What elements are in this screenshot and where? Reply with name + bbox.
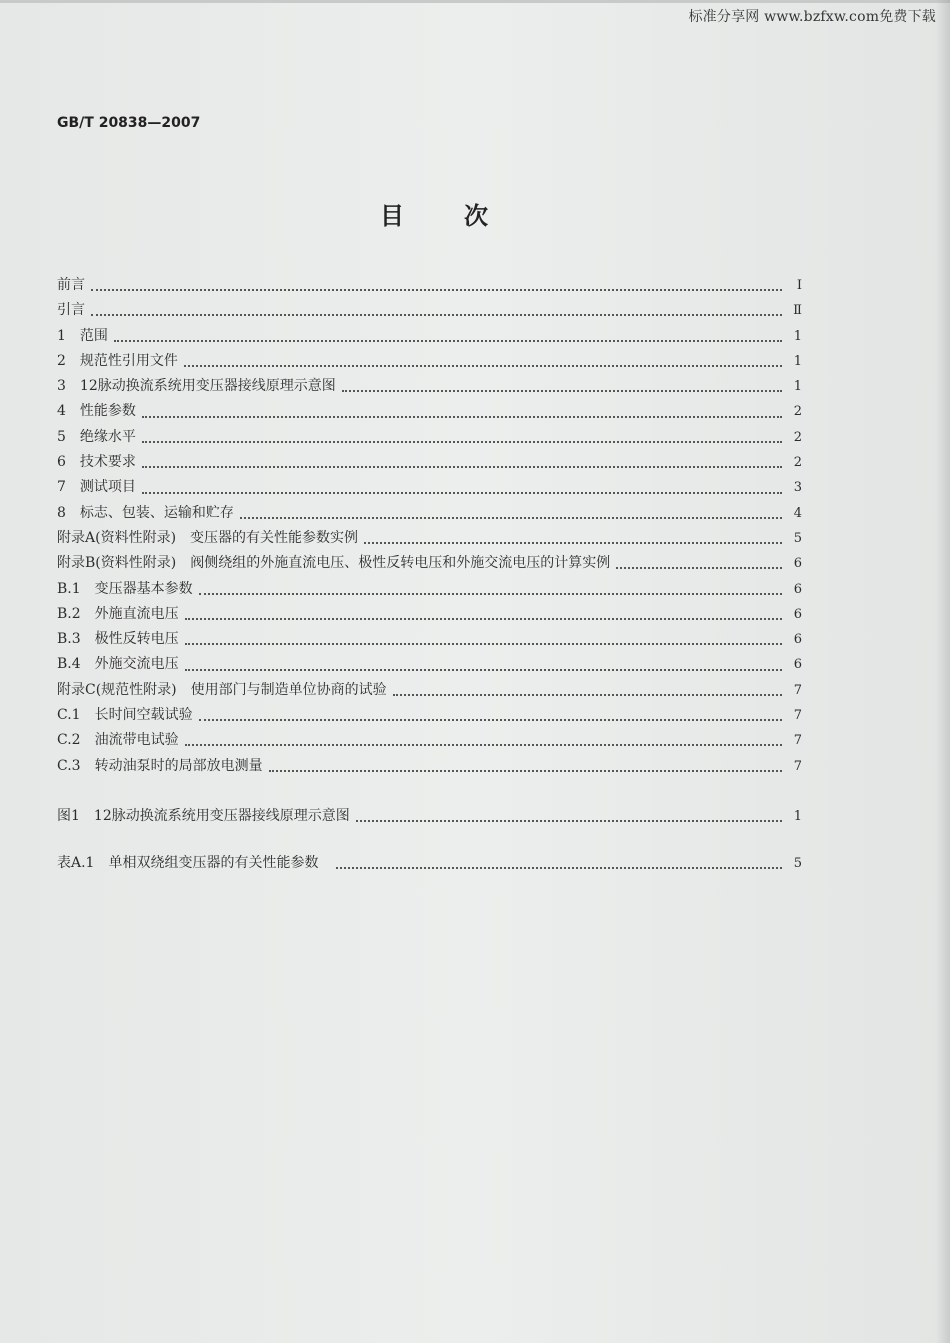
toc-entry-label: 外施交流电压 — [94, 656, 179, 673]
toc-entry-foreword[interactable] — [57, 274, 802, 299]
toc-entry-page: 5 — [793, 530, 802, 546]
toc-entry-annex-b[interactable] — [57, 552, 802, 577]
leader-dots — [91, 288, 782, 291]
figure-entry-page: 1 — [793, 808, 802, 824]
toc-entry-number: B.4 — [57, 656, 81, 673]
leader-dots — [356, 819, 782, 822]
table-entry-label: 单相双绕组变压器的有关性能参数 — [108, 855, 319, 872]
toc-entry-number: 附录A(资料性附录) — [57, 529, 177, 546]
toc-entry-label: 长时间空载试验 — [94, 707, 193, 724]
toc-entry-label: 引言 — [57, 302, 85, 319]
leader-dots — [185, 617, 782, 620]
toc-entry-label: 使用部门与制造单位协商的试验 — [190, 681, 387, 698]
section-spacer — [57, 780, 802, 805]
toc-entry-number: C.3 — [57, 757, 81, 774]
toc-entry-label: 测试项目 — [79, 479, 136, 496]
toc-entry-c2[interactable] — [57, 729, 802, 754]
toc-entry-b4[interactable] — [57, 653, 802, 678]
toc-entry-page: 6 — [793, 556, 802, 572]
toc-entry-page: Ⅰ — [796, 278, 802, 293]
toc-entry-number: 7 — [57, 479, 66, 496]
page-right-edge — [936, 0, 950, 1343]
toc-entry-number: 6 — [57, 454, 66, 471]
leader-dots — [393, 693, 782, 696]
toc-entry-page: 4 — [793, 505, 802, 521]
toc-entry-label: 范围 — [79, 327, 108, 344]
toc-entry-label: 规范性引用文件 — [79, 352, 178, 369]
toc-entry-label: 绝缘水平 — [79, 428, 136, 445]
toc-entry-4[interactable] — [57, 400, 802, 425]
leader-dots — [616, 566, 782, 569]
toc-entry-b1[interactable] — [57, 578, 802, 603]
toc-entry-b3[interactable] — [57, 628, 802, 653]
toc-entry-label: 转动油泵时的局部放电测量 — [94, 757, 263, 774]
leader-dots — [240, 516, 782, 519]
toc-entry-label: 性能参数 — [79, 403, 136, 420]
toc-entry-label: 标志、包装、运输和贮存 — [79, 504, 234, 521]
leader-dots — [199, 718, 782, 721]
leader-dots — [142, 491, 782, 494]
section-spacer — [57, 830, 802, 852]
toc-entry-label: 阀侧绕组的外施直流电压、极性反转电压和外施交流电压的计算实例 — [190, 555, 611, 572]
toc-entry-page: 1 — [793, 379, 802, 395]
toc-entry-page: 2 — [793, 455, 802, 471]
standard-code: GB/T 20838—2007 — [57, 115, 201, 131]
toc-entry-number: B.3 — [57, 631, 81, 648]
toc-entry-page: 2 — [793, 404, 802, 420]
leader-dots — [342, 389, 782, 392]
toc-entry-page: 3 — [793, 480, 802, 496]
toc-entry-number: C.1 — [57, 707, 81, 724]
toc-entry-page: 6 — [793, 581, 802, 597]
figure-entry-label: 12脉动换流系统用变压器接线原理示意图 — [93, 807, 350, 824]
toc-entry-number: 1 — [57, 327, 66, 344]
toc-entry-label: 极性反转电压 — [94, 631, 179, 648]
leader-dots — [185, 642, 782, 645]
toc-entry-label: 外施直流电压 — [94, 605, 179, 622]
toc-entry-8[interactable] — [57, 502, 802, 527]
toc-entry-c3[interactable] — [57, 755, 802, 780]
table-entry-a1[interactable] — [57, 852, 802, 877]
site-watermark: 标准分享网 www.bzfxw.com免费下载 — [688, 9, 936, 25]
leader-dots — [142, 465, 782, 468]
toc-entry-number: 2 — [57, 352, 66, 369]
toc-entry-number: 附录B(资料性附录) — [57, 555, 177, 572]
leader-dots — [199, 592, 782, 595]
toc-entry-page: 2 — [793, 429, 802, 445]
toc-entry-page: 7 — [793, 758, 802, 774]
toc-entry-page: 7 — [793, 733, 802, 749]
toc-entry-label: 技术要求 — [79, 454, 136, 471]
toc-entry-label: 前言 — [57, 277, 85, 293]
toc-entry-number: 8 — [57, 504, 66, 521]
toc-entry-3[interactable] — [57, 375, 802, 400]
toc-entry-introduction[interactable] — [57, 299, 802, 324]
toc-entry-label: 油流带电试验 — [94, 732, 179, 749]
toc-entry-label: 变压器的有关性能参数实例 — [190, 529, 359, 546]
toc-entry-page: 7 — [793, 708, 802, 724]
leader-dots — [114, 339, 782, 342]
toc-entry-6[interactable] — [57, 451, 802, 476]
toc-entry-number: 4 — [57, 403, 66, 420]
leader-dots — [91, 313, 782, 316]
toc-entry-b2[interactable] — [57, 603, 802, 628]
toc-entry-2[interactable] — [57, 350, 802, 375]
figure-entry-1[interactable] — [57, 805, 802, 830]
toc-entry-number: 附录C(规范性附录) — [57, 681, 177, 698]
toc-entry-number: B.2 — [57, 605, 81, 622]
leader-dots — [336, 866, 782, 869]
leader-dots — [185, 743, 782, 746]
leader-dots — [184, 364, 782, 367]
toc-entry-label: 12脉动换流系统用变压器接线原理示意图 — [79, 378, 336, 395]
toc-entry-page: 6 — [793, 606, 802, 622]
leader-dots — [142, 415, 782, 418]
toc-entry-page: 7 — [793, 682, 802, 698]
toc-entry-page: Ⅱ — [793, 303, 802, 319]
toc-entry-page: 6 — [793, 632, 802, 648]
toc-entry-annex-c[interactable] — [57, 679, 802, 704]
toc-entry-page: 1 — [793, 353, 802, 369]
toc-entry-c1[interactable] — [57, 704, 802, 729]
leader-dots — [364, 541, 782, 544]
figure-entry-number: 图1 — [57, 807, 80, 824]
leader-dots — [185, 668, 782, 671]
toc-entry-number: 5 — [57, 428, 66, 445]
toc-entry-label: 变压器基本参数 — [94, 580, 193, 597]
toc-entry-number: C.2 — [57, 732, 81, 749]
toc-entry-number: 3 — [57, 378, 66, 395]
leader-dots — [142, 440, 782, 443]
page-top-edge — [0, 0, 950, 3]
toc-entry-7[interactable] — [57, 476, 802, 501]
toc-entry-page: 1 — [793, 328, 802, 344]
table-of-contents — [57, 274, 802, 878]
toc-entry-number: B.1 — [57, 580, 81, 597]
page-title: 目次 — [380, 202, 548, 230]
table-entry-page: 5 — [793, 856, 802, 872]
table-entry-number: 表A.1 — [57, 855, 95, 872]
toc-entry-page: 6 — [793, 657, 802, 673]
toc-entry-annex-a[interactable] — [57, 527, 802, 552]
toc-entry-5[interactable] — [57, 426, 802, 451]
leader-dots — [269, 769, 782, 772]
toc-entry-1[interactable] — [57, 325, 802, 350]
